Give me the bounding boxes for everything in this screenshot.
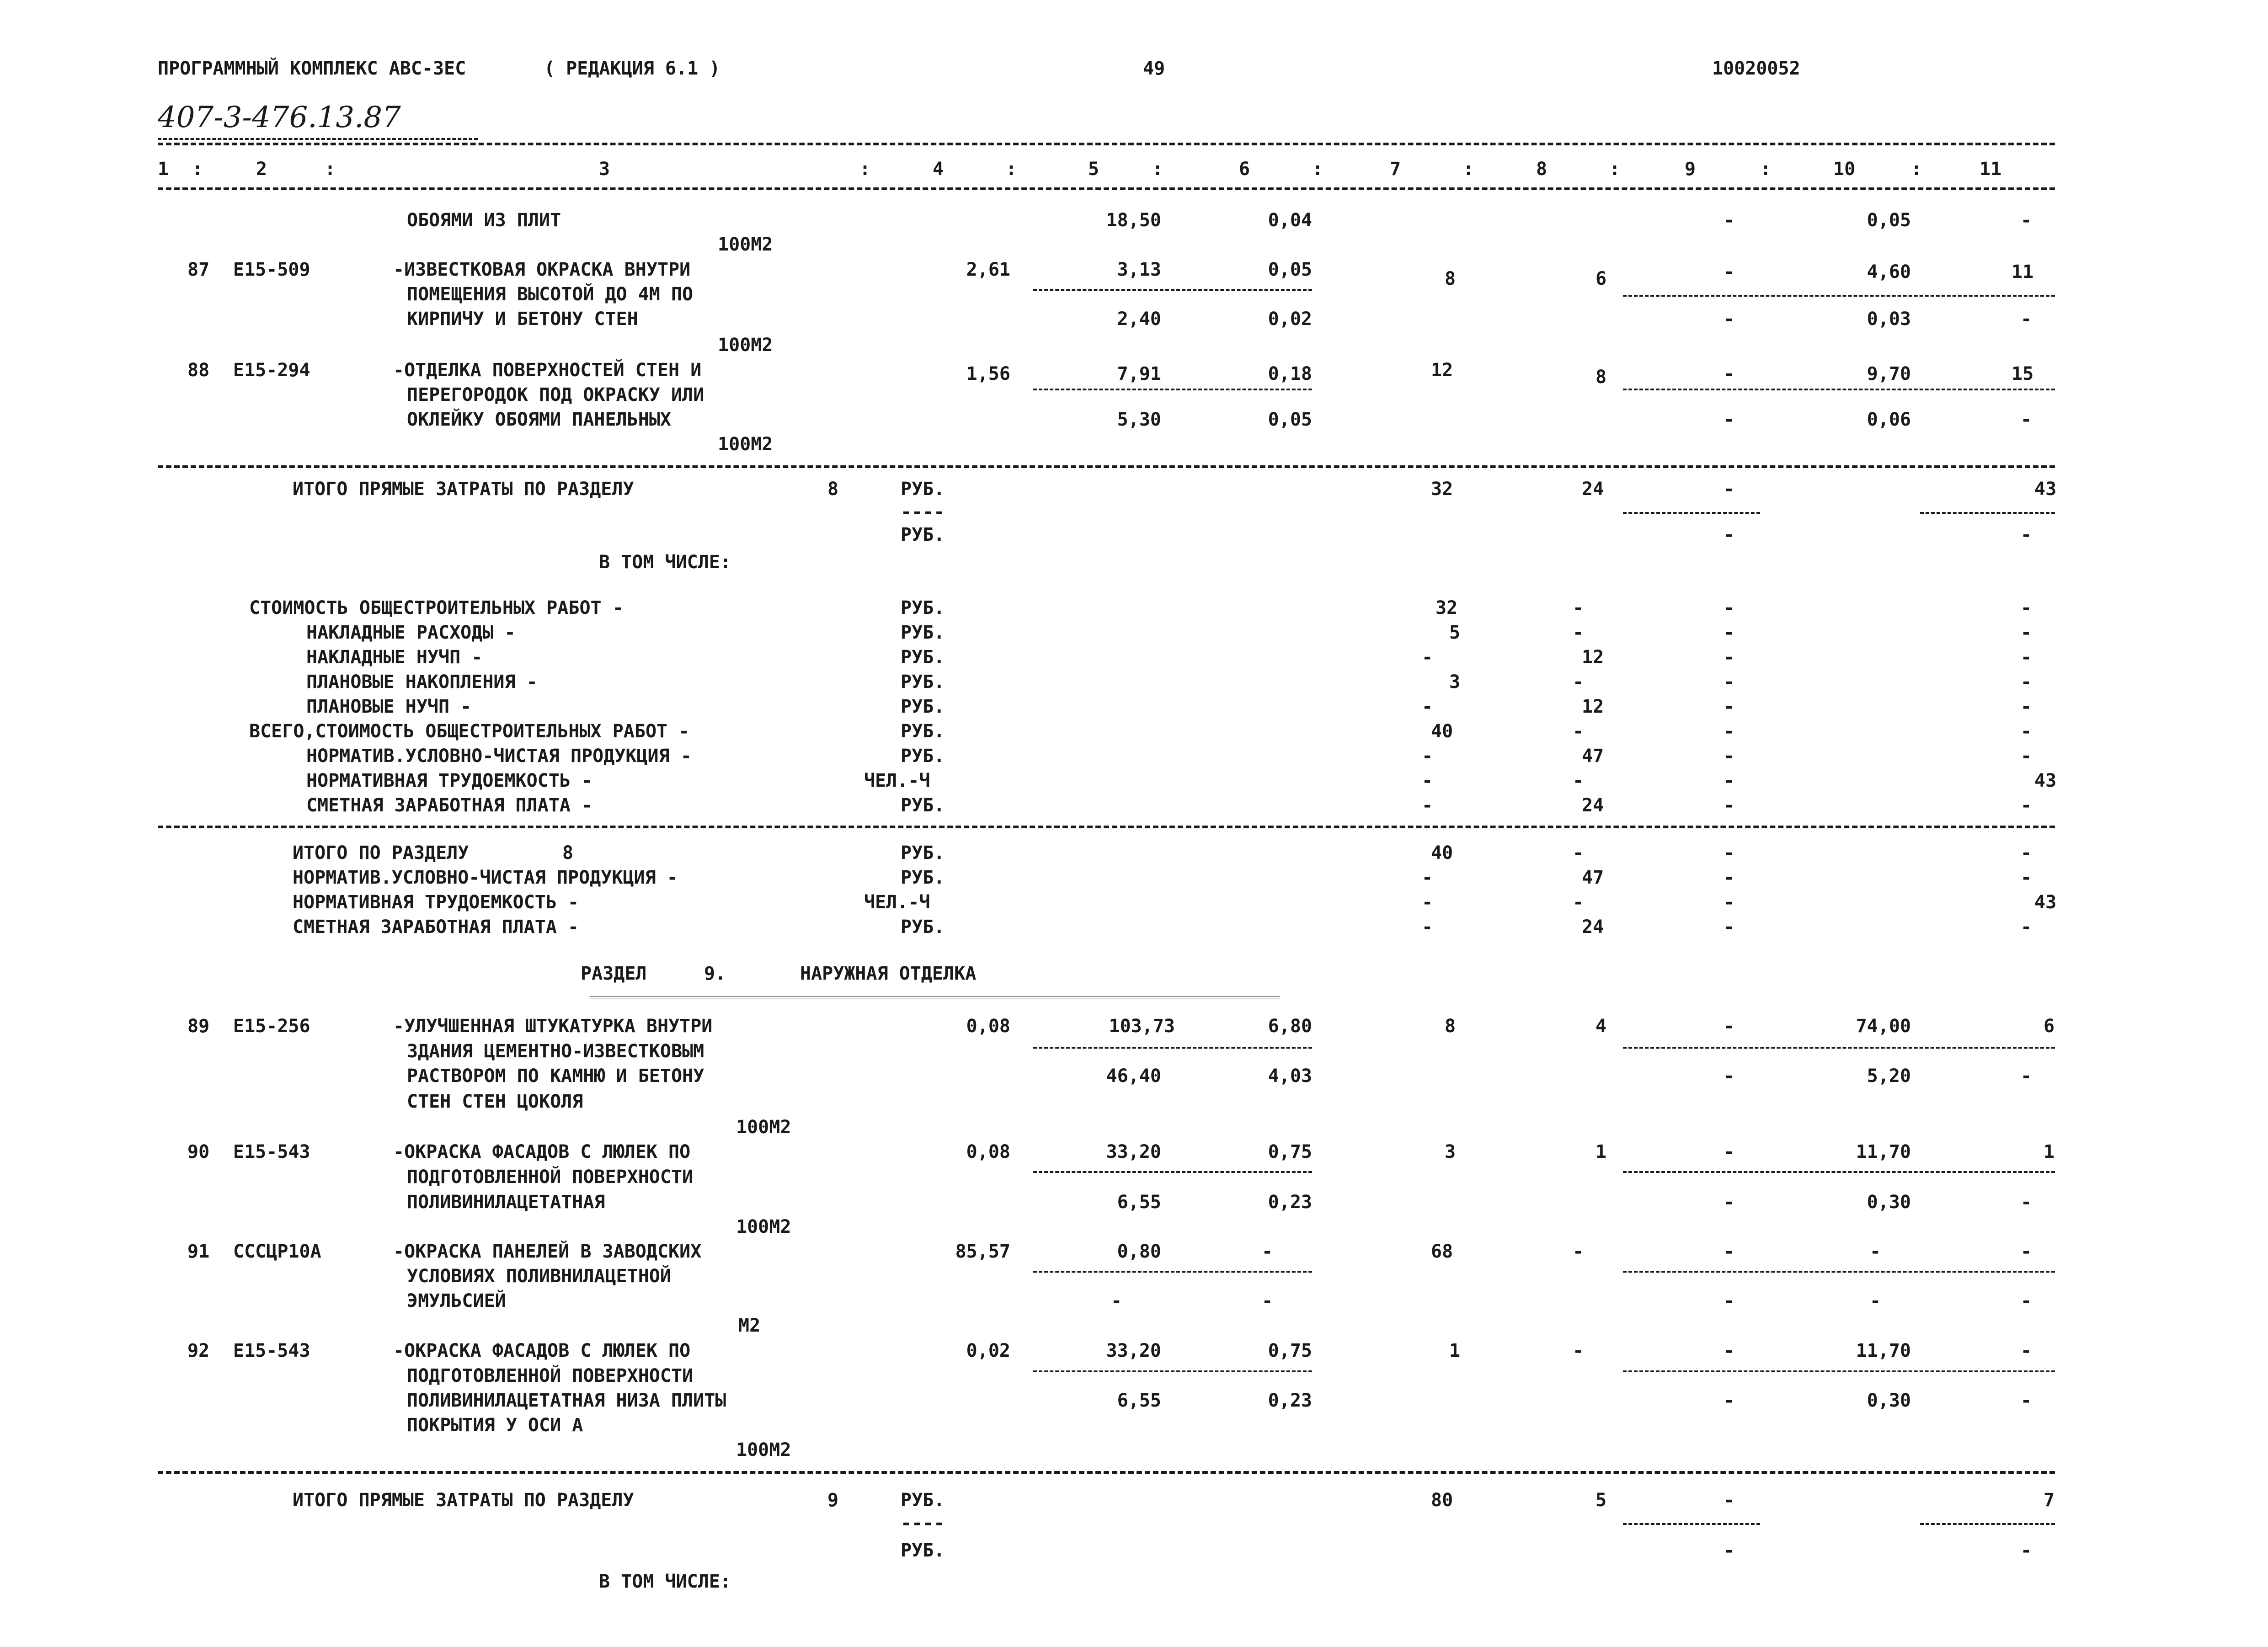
col-head-3: 3 (599, 159, 610, 180)
split-rule (1623, 1271, 2055, 1273)
summary-row-label: НОРМАТИВ.УСЛОВНО-ЧИСТАЯ ПРОДУКЦИЯ - (306, 746, 692, 767)
cell-col8: 24 (1582, 795, 1604, 816)
cell-col7: 40 (1431, 721, 1453, 742)
summary-unit: РУБ. (901, 672, 945, 693)
col-sep: : (1760, 159, 1772, 180)
cell-col7: - (1422, 892, 1433, 913)
summary-unit: РУБ. (901, 795, 945, 816)
split-rule (1033, 1370, 1312, 1372)
cell-col11: 11 (2012, 261, 2034, 282)
cell-col7: 12 (1431, 360, 1453, 381)
col-sep: : (192, 159, 203, 180)
summary-unit: РУБ. (901, 1540, 945, 1561)
cell-col6: 4,03 (1268, 1066, 1312, 1087)
col-head-1: 1 (158, 159, 169, 180)
summary-direct-label: ИТОГО ПРЯМЫЕ ЗАТРАТЫ ПО РАЗДЕЛУ (293, 479, 634, 500)
cell-col8: - (1573, 770, 1584, 791)
cell-col9: - (1724, 867, 1735, 888)
summary-row-label: НОРМАТИВНАЯ ТРУДОЕМКОСТЬ - (293, 892, 579, 913)
cell-col8: - (1573, 1340, 1584, 1361)
document-code: 10020052 (1712, 58, 1800, 79)
row-code: СССЦР10А (233, 1241, 321, 1262)
cell-col10: 11,70 (1856, 1141, 1911, 1162)
row-description: ПОЛИВИНИЛАЦЕТАТНАЯ (407, 1192, 605, 1213)
cell-col6: 0,02 (1268, 309, 1312, 330)
summary-unit-dash: ---- (901, 1513, 945, 1534)
row-description: ПОДГОТОВЛЕННОЙ ПОВЕРХНОСТИ (407, 1167, 694, 1188)
row-description: -ОКРАСКА ПАНЕЛЕЙ В ЗАВОДСКИХ (393, 1241, 702, 1262)
cell-col5: 18,50 (1106, 210, 1161, 231)
summary-row-label: НОРМАТИВ.УСЛОВНО-ЧИСТАЯ ПРОДУКЦИЯ - (293, 867, 678, 888)
row-number: 89 (187, 1016, 210, 1037)
cell-col9: - (1724, 1241, 1735, 1262)
row-description: -ОКРАСКА ФАСАДОВ С ЛЮЛЕК ПО (393, 1141, 691, 1162)
summary-unit: РУБ. (901, 622, 945, 643)
cell-col11: - (2021, 647, 2032, 668)
handwritten-reference: 407-3-476.13.87 (158, 101, 401, 134)
cell-col10: 0,30 (1867, 1192, 1911, 1213)
cell-col8: - (1573, 597, 1584, 618)
cell-col11: 1 (2044, 1141, 2055, 1162)
row-description: ОКЛЕЙКУ ОБОЯМИ ПАНЕЛЬНЫХ (407, 409, 671, 430)
section-title-word: РАЗДЕЛ (581, 963, 647, 984)
cell-col9: - (1724, 1390, 1735, 1411)
cell-col8: 8 (1596, 367, 1607, 388)
row-description: ЭМУЛЬСИЕЙ (407, 1290, 506, 1311)
cell-col6: 0,75 (1268, 1340, 1312, 1361)
cell-col10: 0,06 (1867, 409, 1911, 430)
cell-col9: - (1724, 1290, 1735, 1311)
col-head-8: 8 (1536, 159, 1548, 180)
cell-col9: - (1724, 524, 1735, 545)
summary-section-number: 9 (827, 1490, 839, 1511)
col-sep: : (325, 159, 336, 180)
cell-col7: - (1422, 867, 1433, 888)
cell-col9: - (1724, 261, 1735, 282)
col-sep: : (1911, 159, 1922, 180)
col-sep: : (1312, 159, 1323, 180)
cell-col5: 6,55 (1117, 1192, 1161, 1213)
row-description: РАСТВОРОМ ПО КАМНЮ И БЕТОНУ (407, 1066, 704, 1087)
cell-col6: 0,23 (1268, 1390, 1312, 1411)
row-code: Е15-509 (233, 259, 310, 280)
summary-row-label: СТОИМОСТЬ ОБЩЕСТРОИТЕЛЬНЫХ РАБОТ - (249, 597, 624, 618)
cell-col8: 24 (1582, 479, 1604, 500)
summary-unit: РУБ. (901, 1490, 945, 1511)
cell-col4: 0,08 (966, 1016, 1010, 1037)
cell-col8: - (1573, 892, 1584, 913)
col-sep: : (1006, 159, 1017, 180)
cell-col9: - (1724, 696, 1735, 717)
cell-col11: - (2021, 1290, 2032, 1311)
split-rule (1623, 1370, 2055, 1372)
col-head-10: 10 (1833, 159, 1856, 180)
cell-col11: - (2021, 210, 2032, 231)
row-code: Е15-543 (233, 1141, 310, 1162)
cell-col11: - (2021, 1540, 2032, 1561)
header-bottom-rule (158, 187, 2055, 190)
cell-col5: 0,80 (1117, 1241, 1161, 1262)
cell-col8: 5 (1596, 1490, 1607, 1511)
split-rule (1623, 1171, 2055, 1173)
split-rule (1920, 512, 2055, 514)
summary-unit: РУБ. (901, 479, 945, 500)
summary-row-label: ПЛАНОВЫЕ НАКОПЛЕНИЯ - (306, 672, 538, 693)
split-rule (1033, 389, 1312, 390)
cell-col11: - (2021, 867, 2032, 888)
col-head-4: 4 (933, 159, 944, 180)
summary-row-label: СМЕТНАЯ ЗАРАБОТНАЯ ПЛАТА - (306, 795, 593, 816)
cell-col5: 6,55 (1117, 1390, 1161, 1411)
section-title-underline (590, 997, 1280, 998)
row-unit: 100М2 (736, 1216, 791, 1237)
cell-col10: 74,00 (1856, 1016, 1911, 1037)
handwritten-underline (158, 138, 478, 140)
row-description: КИРПИЧУ И БЕТОНУ СТЕН (407, 309, 638, 330)
cell-col9: - (1724, 647, 1735, 668)
cell-col6: 0,23 (1268, 1192, 1312, 1213)
cell-col4: 85,57 (955, 1241, 1010, 1262)
cell-col11: - (2021, 309, 2032, 330)
cell-col8: - (1573, 672, 1584, 693)
cell-col9: - (1724, 597, 1735, 618)
summary-unit: РУБ. (901, 867, 945, 888)
cell-col9: - (1724, 1016, 1735, 1037)
cell-col11: 7 (2044, 1490, 2055, 1511)
summary-unit: РУБ. (901, 721, 945, 742)
col-sep: : (1463, 159, 1474, 180)
cell-col11: - (2021, 622, 2032, 643)
cell-col9: - (1724, 409, 1735, 430)
cell-col6: - (1262, 1241, 1273, 1262)
including-label: В ТОМ ЧИСЛЕ: (599, 1571, 731, 1592)
cell-col9: - (1724, 917, 1735, 938)
cell-col7: 3 (1445, 1141, 1456, 1162)
section-rule (158, 465, 2055, 468)
cell-col7: - (1422, 696, 1433, 717)
cell-col6: 6,80 (1268, 1016, 1312, 1037)
cell-col8: 1 (1596, 1141, 1607, 1162)
cell-col7: - (1422, 795, 1433, 816)
col-sep: : (1152, 159, 1163, 180)
summary-unit: РУБ. (901, 597, 945, 618)
col-head-7: 7 (1390, 159, 1401, 180)
cell-col4: 2,61 (966, 259, 1010, 280)
row-unit: 100М2 (718, 434, 773, 455)
split-rule (1033, 1047, 1312, 1049)
section-number: 9. (704, 963, 726, 984)
cell-col5: 103,73 (1109, 1016, 1175, 1037)
row-description: ПОКРЫТИЯ У ОСИ А (407, 1415, 583, 1436)
row-description: -УЛУЧШЕННАЯ ШТУКАТУРКА ВНУТРИ (393, 1016, 713, 1037)
cell-col11: - (2021, 1340, 2032, 1361)
cell-col8: 4 (1596, 1016, 1607, 1037)
cell-col11: 15 (2012, 363, 2034, 384)
split-rule (1623, 1047, 2055, 1049)
row-description: УСЛОВИЯХ ПОЛИВНИЛАЦЕТНОЙ (407, 1266, 671, 1287)
cell-col11: - (2021, 917, 2032, 938)
row-number: 90 (187, 1141, 210, 1162)
cell-col11: 6 (2044, 1016, 2055, 1037)
row-unit: 100М2 (736, 1439, 791, 1460)
cell-col11: - (2021, 696, 2032, 717)
row-description: ПЕРЕГОРОДОК ПОД ОКРАСКУ ИЛИ (407, 384, 704, 405)
row-unit: М2 (738, 1315, 761, 1336)
cell-col10: 0,03 (1867, 309, 1911, 330)
cell-col5: 2,40 (1117, 309, 1161, 330)
cell-col7: 32 (1431, 479, 1453, 500)
program-name: ПРОГРАММНЫЙ КОМПЛЕКС АВС-3ЕС (158, 58, 466, 79)
cell-col10: - (1870, 1241, 1881, 1262)
cell-col9: - (1724, 746, 1735, 767)
cell-col11: 43 (2034, 892, 2057, 913)
cell-col8: - (1573, 622, 1584, 643)
split-rule (1033, 289, 1312, 291)
cell-col7: 1 (1449, 1340, 1461, 1361)
row-unit: 100М2 (736, 1117, 791, 1138)
cell-col8: 47 (1582, 867, 1604, 888)
cell-col6: 0,75 (1268, 1141, 1312, 1162)
cell-col7: 8 (1445, 1016, 1456, 1037)
cell-col5: 7,91 (1117, 363, 1161, 384)
cell-col9: - (1724, 1540, 1735, 1561)
cell-col5: 5,30 (1117, 409, 1161, 430)
cell-col10: 4,60 (1867, 261, 1911, 282)
cell-col10: 11,70 (1856, 1340, 1911, 1361)
cell-col8: 12 (1582, 647, 1604, 668)
total-label: ИТОГО ПО РАЗДЕЛУ (293, 842, 469, 863)
cell-col8: 24 (1582, 917, 1604, 938)
row-description: ЗДАНИЯ ЦЕМЕНТНО-ИЗВЕСТКОВЫМ (407, 1041, 704, 1062)
cell-col11: - (2021, 524, 2032, 545)
cell-col11: - (2021, 597, 2032, 618)
program-edition: ( РЕДАКЦИЯ 6.1 ) (544, 58, 720, 79)
cell-col9: - (1724, 479, 1735, 500)
cell-col9: - (1724, 892, 1735, 913)
summary-unit: РУБ. (901, 917, 945, 938)
cell-col11: - (2021, 672, 2032, 693)
row-number: 87 (187, 259, 210, 280)
cell-col11: 43 (2034, 770, 2057, 791)
summary-unit: ЧЕЛ.-Ч (864, 892, 930, 913)
summary-unit: РУБ. (901, 524, 945, 545)
cell-col9: - (1724, 1490, 1735, 1511)
cell-col10: - (1870, 1290, 1881, 1311)
split-rule (1920, 1523, 2055, 1525)
cell-col11: - (2021, 1241, 2032, 1262)
cell-col8: 12 (1582, 696, 1604, 717)
split-rule (1623, 1523, 1760, 1525)
cell-col9: - (1724, 1340, 1735, 1361)
cell-col9: - (1724, 210, 1735, 231)
row-description: -ИЗВЕСТКОВАЯ ОКРАСКА ВНУТРИ (393, 259, 691, 280)
row-code: Е15-294 (233, 360, 310, 381)
row-description: ПОЛИВИНИЛАЦЕТАТНАЯ НИЗА ПЛИТЫ (407, 1390, 726, 1411)
summary-section-number: 8 (827, 479, 839, 500)
row-number: 92 (187, 1340, 210, 1361)
cell-col10: 0,30 (1867, 1390, 1911, 1411)
including-label: В ТОМ ЧИСЛЕ: (599, 552, 731, 573)
section-name: НАРУЖНАЯ ОТДЕЛКА (800, 963, 977, 984)
col-sep: : (859, 159, 871, 180)
cell-col11: - (2021, 842, 2032, 863)
cell-col8: - (1573, 721, 1584, 742)
page-number: 49 (1143, 58, 1165, 79)
cell-col7: 68 (1431, 1241, 1453, 1262)
split-rule (1033, 1271, 1312, 1273)
section-rule (158, 826, 2055, 828)
summary-row-label: НАКЛАДНЫЕ РАСХОДЫ - (306, 622, 516, 643)
cell-col8: - (1573, 1241, 1584, 1262)
summary-direct-label: ИТОГО ПРЯМЫЕ ЗАТРАТЫ ПО РАЗДЕЛУ (293, 1490, 634, 1511)
cell-col9: - (1724, 363, 1735, 384)
cell-col9: - (1724, 1192, 1735, 1213)
cell-col7: - (1422, 770, 1433, 791)
summary-row-label: НАКЛАДНЫЕ НУЧП - (306, 647, 483, 668)
row-description: -ОТДЕЛКА ПОВЕРХНОСТЕЙ СТЕН И (393, 360, 702, 381)
cell-col11: 43 (2034, 479, 2057, 500)
cell-col11: - (2021, 409, 2032, 430)
cell-col9: - (1724, 309, 1735, 330)
cell-col7: - (1422, 917, 1433, 938)
row-unit: 100М2 (718, 234, 773, 255)
cell-col6: 0,05 (1268, 409, 1312, 430)
col-head-5: 5 (1088, 159, 1099, 180)
cell-col5: 33,20 (1106, 1340, 1161, 1361)
row-code: Е15-543 (233, 1340, 310, 1361)
cell-col9: - (1724, 721, 1735, 742)
cell-col6: - (1262, 1290, 1273, 1311)
summary-section-number: 8 (562, 842, 574, 863)
cell-col5: 3,13 (1117, 259, 1161, 280)
cell-col10: 5,20 (1867, 1066, 1911, 1087)
cell-col7: - (1422, 746, 1433, 767)
cell-col7: 32 (1436, 597, 1458, 618)
cell-col4: 0,08 (966, 1141, 1010, 1162)
cell-col9: - (1724, 770, 1735, 791)
split-rule (1033, 1171, 1312, 1173)
row-description: СТЕН СТЕН ЦОКОЛЯ (407, 1091, 583, 1112)
cell-col9: - (1724, 795, 1735, 816)
col-head-11: 11 (1980, 159, 2002, 180)
cell-col7: 8 (1445, 268, 1456, 289)
cell-col9: - (1724, 622, 1735, 643)
cell-col4: 0,02 (966, 1340, 1010, 1361)
split-rule (1623, 295, 2055, 297)
summary-unit: РУБ. (901, 647, 945, 668)
cell-col7: - (1422, 647, 1433, 668)
cell-col11: - (2021, 746, 2032, 767)
cell-col5: - (1111, 1290, 1122, 1311)
cell-col4: 1,56 (966, 363, 1010, 384)
cell-col9: - (1724, 672, 1735, 693)
row-number: 91 (187, 1241, 210, 1262)
split-rule (1623, 389, 2055, 390)
cell-col5: 33,20 (1106, 1141, 1161, 1162)
cell-col6: 0,18 (1268, 363, 1312, 384)
cell-col8: 6 (1596, 268, 1607, 289)
row-description: ПОМЕЩЕНИЯ ВЫСОТОЙ ДО 4М ПО (407, 284, 694, 305)
section-rule (158, 1471, 2055, 1474)
cell-col7: 5 (1449, 622, 1461, 643)
cell-col10: 9,70 (1867, 363, 1911, 384)
cell-col6: 0,04 (1268, 210, 1312, 231)
col-head-9: 9 (1685, 159, 1696, 180)
summary-row-label: ВСЕГО,СТОИМОСТЬ ОБЩЕСТРОИТЕЛЬНЫХ РАБОТ - (249, 721, 690, 742)
split-rule (1623, 512, 1760, 514)
cell-col7: 40 (1431, 842, 1453, 863)
col-head-6: 6 (1239, 159, 1250, 180)
row-number: 88 (187, 360, 210, 381)
summary-row-label: ПЛАНОВЫЕ НУЧП - (306, 696, 472, 717)
row-description: ОБОЯМИ ИЗ ПЛИТ (407, 210, 561, 231)
cell-col8: 47 (1582, 746, 1604, 767)
cell-col11: - (2021, 1066, 2032, 1087)
table-top-rule (158, 143, 2055, 145)
summary-unit: РУБ. (901, 842, 945, 863)
cell-col11: - (2021, 721, 2032, 742)
cell-col11: - (2021, 795, 2032, 816)
summary-unit: РУБ. (901, 696, 945, 717)
cell-col6: 0,05 (1268, 259, 1312, 280)
row-code: Е15-256 (233, 1016, 310, 1037)
cell-col9: - (1724, 1066, 1735, 1087)
cell-col10: 0,05 (1867, 210, 1911, 231)
cell-col9: - (1724, 842, 1735, 863)
summary-unit: РУБ. (901, 746, 945, 767)
cell-col7: 3 (1449, 672, 1461, 693)
cell-col11: - (2021, 1192, 2032, 1213)
cell-col5: 46,40 (1106, 1066, 1161, 1087)
row-description: ПОДГОТОВЛЕННОЙ ПОВЕРХНОСТИ (407, 1365, 694, 1386)
cell-col9: - (1724, 1141, 1735, 1162)
cell-col7: 80 (1431, 1490, 1453, 1511)
col-head-2: 2 (256, 159, 267, 180)
cell-col8: - (1573, 842, 1584, 863)
summary-row-label: НОРМАТИВНАЯ ТРУДОЕМКОСТЬ - (306, 770, 593, 791)
cell-col11: - (2021, 1390, 2032, 1411)
col-sep: : (1609, 159, 1621, 180)
row-unit: 100М2 (718, 335, 773, 356)
summary-unit: ЧЕЛ.-Ч (864, 770, 930, 791)
summary-unit-dash: ---- (901, 501, 945, 522)
row-description: -ОКРАСКА ФАСАДОВ С ЛЮЛЕК ПО (393, 1340, 691, 1361)
summary-row-label: СМЕТНАЯ ЗАРАБОТНАЯ ПЛАТА - (293, 917, 579, 938)
